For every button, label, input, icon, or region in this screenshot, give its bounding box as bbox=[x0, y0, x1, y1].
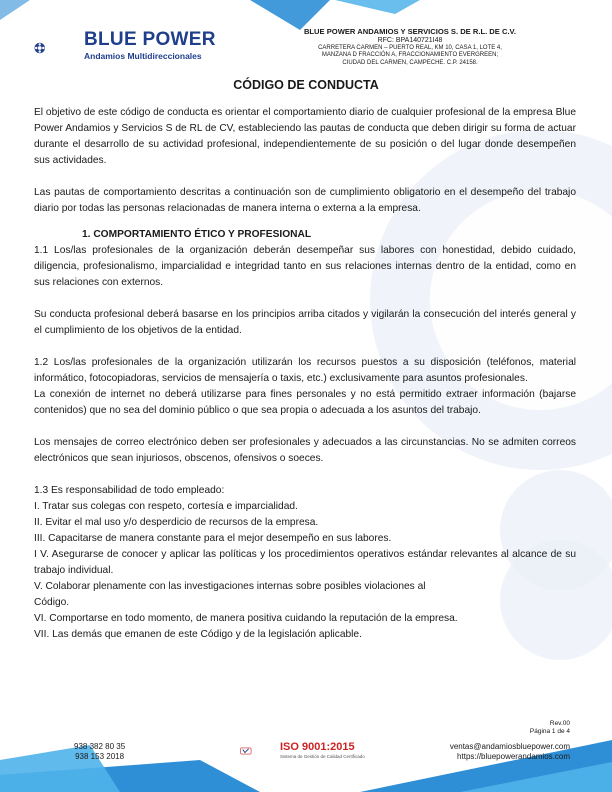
phone-block bbox=[74, 742, 125, 762]
paragraph-1-2: 1.2 Los/las profesionales de la organización utilizarán los recursos puestos a su disposición (teléfonos, material informático, fotocopiadoras, servicios de mensajería o taxis, etc.) exclusivamente para asuntos profesionales. bbox=[34, 357, 576, 384]
company-info bbox=[250, 27, 570, 67]
brand-name: BLUE POWER bbox=[84, 29, 216, 50]
paragraph-guidelines: Las pautas de comportamiento descritas a continuación son de cumplimiento obligatorio en el desempeño del trabajo diario por todas las personas relacionadas de manera interna o externa a la empresa. bbox=[34, 187, 576, 214]
responsibilities-list bbox=[34, 483, 576, 643]
contact-block bbox=[450, 742, 570, 762]
iso-subtitle: Sistema de Gestión de Calidad Certificado bbox=[280, 754, 365, 759]
section-heading-1: 1. COMPORTAMIENTO ÉTICO Y PROFESIONAL bbox=[82, 229, 312, 240]
list-item: I. Tratar sus colegas con respeto, cortesía e imparcialidad. bbox=[34, 501, 298, 512]
list-item: V. Colaborar plenamente con las investigaciones internas sobre posibles violaciones al bbox=[34, 581, 426, 592]
company-address-2: MANZANA D FRACCIÓN A, FRACCIONAMIENTO EVERGREEN; bbox=[321, 52, 499, 59]
list-item: VI. Comportarse en todo momento, de manera positiva cuidando la reputación de la empresa. bbox=[34, 613, 458, 624]
company-rfc: RFC: BPA140721I48 bbox=[377, 37, 443, 44]
document-title: CÓDIGO DE CONDUCTA bbox=[233, 78, 379, 92]
paragraph-internet: La conexión de internet no deberá utilizarse para fines personales y no está permitido extraer información (bajarse contenidos) que no sea del dominio público o que sea propia o adecuada a los asuntos del trabajo. bbox=[34, 389, 576, 416]
company-address-1: CARRETERA CARMEN – PUERTO REAL, KM 10, CASA 1, LOTE 4, bbox=[318, 44, 502, 51]
iso-label: ISO 9001:2015 bbox=[280, 741, 355, 753]
revision: Rev.00 bbox=[549, 720, 570, 727]
list-item: I V. Asegurarse de conocer y aplicar las políticas y los procedimientos operativos estándar relevantes al alcance de su trabajo individual. bbox=[34, 549, 576, 576]
list-item: III. Capacitarse de manera constante para el mejor desempeño en sus labores. bbox=[34, 533, 392, 544]
revision-block bbox=[530, 720, 570, 736]
list-item: II. Evitar el mal uso y/o desperdicio de recursos de la empresa. bbox=[34, 517, 319, 528]
phone-2: 938 153 2018 bbox=[75, 752, 125, 761]
contact-email: ventas@andamiosbluepower.com bbox=[449, 742, 570, 751]
paragraph-email: Los mensajes de correo electrónico deben ser profesionales y adecuados a las circunstancias. No se admiten correos electrónicos que sean injuriosos, obscenos, ofensivos o soeces. bbox=[34, 437, 576, 464]
contact-website: https://bluepowerandamios.com bbox=[457, 752, 570, 761]
list-item-continuation: Código. bbox=[34, 597, 70, 608]
company-address-3: CIUDAD DEL CARMEN, CAMPECHE. C.P. 24158. bbox=[342, 59, 478, 66]
brand-block bbox=[84, 30, 216, 62]
document-body bbox=[34, 105, 576, 643]
company-logo bbox=[34, 24, 84, 72]
list-intro: 1.3 Es responsabilidad de todo empleado: bbox=[34, 485, 225, 496]
iso-certification-icon bbox=[240, 738, 280, 764]
brand-subtitle: Andamios Multidireccionales bbox=[84, 51, 202, 61]
paragraph-objective: El objetivo de este código de conducta es orientar el comportamiento diario de cualquier profesional de la empresa Blue Power Andamios y Servicios S de RL de CV, estableciendo las pautas de conducta que deben dirigir su forma de actuar durante el desarrollo de su actividad profesional, independientemente de su posición o del lugar donde desempeñen sus actividades. bbox=[34, 107, 576, 166]
paragraph-1-1: 1.1 Los/las profesionales de la organización deberán desempeñar sus labores con honestidad, debido cuidado, diligencia, profesionalismo, imparcialidad e integridad tanto en sus relaciones internas dentro de la entidad, como en sus relaciones con externos. bbox=[34, 245, 576, 288]
phone-1: 938 382 80 35 bbox=[74, 742, 126, 751]
page-number: Página 1 de 4 bbox=[529, 728, 570, 735]
list-item: VII. Las demás que emanen de este Código y de la legislación aplicable. bbox=[34, 629, 362, 640]
paragraph-conduct: Su conducta profesional deberá basarse en los principios arriba citados y vigilarán la consecución del interés general y el cumplimiento de los objetivos de la entidad. bbox=[34, 309, 576, 336]
company-name: BLUE POWER ANDAMIOS Y SERVICIOS S. DE R.L. DE C.V. bbox=[303, 27, 517, 36]
